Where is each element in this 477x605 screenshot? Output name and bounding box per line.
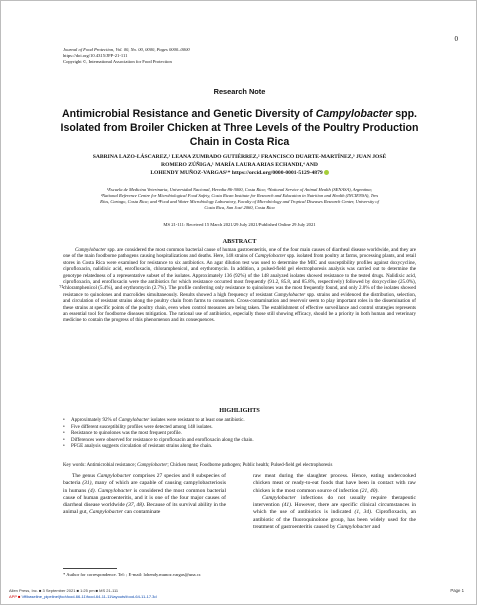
t: and bbox=[370, 524, 381, 531]
highlight-text-end: isolates were resistant to at least one antibiotic. bbox=[149, 418, 245, 423]
highlight-genus: Campylobacter bbox=[118, 418, 150, 423]
footer-app-label: APP ■ bbox=[9, 594, 22, 599]
highlights-heading: HIGHLIGHTS bbox=[219, 407, 260, 414]
t: is considered the most common bacterial cause of human gastroenteritis, and it is one of the four major causes of diarrheal disease worldwide bbox=[63, 487, 227, 509]
correspondence-footnote: * Author for correspondence. Tel: ; E-mail: lohendy.munoz.vargas@una.cr. bbox=[63, 572, 202, 577]
highlight-text: Five different susceptibility profiles were detected among 148 isolates. bbox=[71, 424, 213, 430]
orcid-icon[interactable] bbox=[324, 170, 329, 175]
title-part-2: spp. Isolated from Broiler Chicken at Three Levels of the Poultry Production Chain in Costa Rica bbox=[60, 108, 419, 148]
keywords-post: ; Chicken meat; Foodborne pathogen; Public health; Pulsed-field gel electrophoresis bbox=[167, 463, 333, 468]
authors-line-1: SABRINA LAZO-LÁSCAREZ,¹ LEANA ZUMBADO GUTIÉRREZ,² FRANCISCO DUARTE-MARTÍNEZ,³ JUAN JOSÉ bbox=[92, 154, 387, 160]
margin-query-marker[interactable]: ?1 bbox=[59, 284, 64, 289]
abstract-text-2: spp. isolated from poultry at farms, processing plants, and retail stores in Costa Rica were examined for resistance to six antibiotics. An agar dilution test was used to determine the MIC and susceptibility profiles against doxycycline, ciprofloxacin, nalidixic acid, enrofloxacin, chloramphenicol, and erythromycin. In addition, a pulsed-field gel electrophoresis analysis was carried out to determine the genotype relatedness of a representative subset of the isolates. Approximately 136 (92%) of the 148 analyzed isolates showed resistance to the tested drugs. Nalidixic acid, ciprofloxacin, and enrofloxacin were the antibiotics for which resistance occurred most frequently (91.2, 85.8, and 85.8%, respectively) followed by doxycycline (25.0%), chloramphenicol (5.4%), and erythromycin (2.7%). The profile conferring only resistance to quinolones was the most frequently found, and only 2.0% of the isolates showed resistance to quinolones and macrolides simultaneously. Results showed a high frequency of resistant bbox=[63, 253, 416, 298]
highlight-text: Resistance to quinolones was the most frequent profile. bbox=[71, 431, 182, 437]
highlight-item bbox=[63, 438, 416, 445]
authors-line-3-text[interactable]: LOHENDY MUÑOZ-VARGAS¹* https://orcid.org/0000-0001-5129-4879 bbox=[150, 169, 323, 176]
t: , many of which are capable of causing campylobacteriosis in humans bbox=[63, 480, 226, 494]
authors-line-3 bbox=[59, 170, 420, 178]
t: Campylobacter bbox=[336, 524, 371, 531]
citation-link[interactable]: (41) bbox=[281, 502, 292, 509]
abstract-genus-3: Campylobacter bbox=[274, 291, 306, 298]
abstract-genus-1: Campylobacter bbox=[75, 247, 107, 253]
keywords-pre: Key words: Antimicrobial resistance; bbox=[63, 463, 138, 468]
footnote-rule bbox=[63, 568, 117, 569]
journal-citation: Journal of Food Protection, Vol. 00, No. 00, 0000, Pages 0000–0000 bbox=[63, 47, 190, 52]
t: Campylobacter bbox=[97, 487, 132, 494]
title-italic: Campylobacter bbox=[315, 108, 393, 120]
highlight-item bbox=[63, 418, 416, 425]
page-label: Page 1 bbox=[450, 588, 464, 593]
affiliations bbox=[61, 187, 418, 211]
t: can contaminate bbox=[123, 509, 161, 516]
highlights-list bbox=[63, 418, 416, 451]
t: Campylobacter bbox=[89, 509, 124, 516]
production-footer: Allen Press, Inc. ■ 3 September 2021 ■ 1:25 pm ■ MS 21-111 bbox=[9, 588, 119, 593]
title-part-1: Antimicrobial Resistance and Genetic Diversity of bbox=[61, 108, 316, 120]
t: . However, there are specific clinical circumstances in which the use of antibiotics is indicated bbox=[253, 502, 416, 516]
highlight-item bbox=[63, 444, 416, 451]
t: Campylobacter bbox=[96, 473, 131, 479]
copyright: Copyright ©, International Association for Food Protection bbox=[63, 59, 172, 64]
abstract-body bbox=[63, 247, 416, 324]
authors-line-2: ROMERO ZÚÑIGA,¹ MARÍA LAURA ARIAS ECHANDI,⁴ AND bbox=[161, 161, 318, 168]
highlight-text: Differences were observed for resistance to ciprofloxacin and enrofloxacin along the chain. bbox=[71, 437, 254, 443]
affiliation-line-1: ¹Escuela de Medicina Veterinaria, Universidad Nacional, Heredia 86-3000, Costa Rica; ²National Service of Animal Health (SENASA), Argentina; bbox=[106, 187, 373, 192]
citation-link[interactable]: (1, 34) bbox=[354, 509, 372, 516]
abstract-genus-2: Campylobacter bbox=[254, 253, 286, 260]
author-list bbox=[59, 154, 420, 177]
t: . Ciprofloxacin, an antibiotic of the fluoroquinolone group, has been widely used for the treatment of gastroenteritis caused by bbox=[253, 509, 416, 531]
t: . bbox=[94, 487, 98, 494]
affiliation-line-2: ³National Reference Centre for Microbiological Food Safety, Costa Rican Institute for Research and Education in Nutrition and Health (INCIENSA), Tres bbox=[100, 192, 379, 198]
abstract-text-3: spp. strains and evidenced the distribution, selection, and circulation of resistant strains along the poultry chain from farms to consumers. Cross-contamination and reservoir seem to play important roles in the dissemination of these strains at specific points of the poultry chain, even when control measures are being taken. The establishment of effective surveillance and control strategies represents an essential tool for foodborne diseases mitigation. The rational use of antibiotics, especially those still showing efficacy, should be a priority in both human and veterinary medicine to contain the progress of this phenomenon and its consequences. bbox=[63, 291, 416, 324]
body-column-right bbox=[253, 473, 416, 531]
body-paragraph-2 bbox=[253, 495, 416, 531]
page-number-top: 0 bbox=[454, 35, 458, 43]
article-type: Research Note bbox=[213, 87, 266, 96]
citation-link[interactable]: (21, 40) bbox=[359, 487, 378, 494]
journal-header bbox=[63, 47, 190, 65]
t: raw meat during the slaughter process. Hence, eating undercooked chicken meat or ready-to-eat foods that have been in contact with raw chicken is the most common source of infection bbox=[253, 473, 416, 494]
received-dates: MS 21-111: Received 15 March 2021/29 July 2021/Published Online 29 July 2021 bbox=[163, 222, 316, 227]
body-paragraph-1 bbox=[253, 473, 416, 495]
t: . Because of its survival ability in the animal gut, bbox=[63, 502, 227, 516]
intro-paragraph bbox=[63, 473, 226, 517]
article-title bbox=[51, 107, 428, 149]
t: The genus bbox=[72, 473, 97, 479]
keywords bbox=[63, 463, 416, 469]
t: infections do not usually require therapeutic intervention bbox=[253, 494, 416, 509]
highlight-item bbox=[63, 431, 416, 438]
abstract-heading: ABSTRACT bbox=[222, 238, 257, 245]
body-column-left bbox=[63, 473, 226, 517]
abstract-text-1: spp. are considered the most common bacterial cause of human gastroenteritis, one of the four main causes of diarrheal disease worldwide, and they are one of the main foodborne pathogens causing hospitalizations and deaths. Here, 148 strains of bbox=[63, 247, 416, 260]
t: Campylobacter bbox=[262, 494, 296, 501]
affiliation-line-4: Costa Rica, San José 2060, Costa Rica bbox=[204, 204, 275, 210]
keywords-genus: Campylobacter bbox=[137, 463, 168, 468]
t: . bbox=[377, 487, 379, 494]
file-path[interactable]: \\ff\baseline_pipeline\jfoo\food-66-11\food-64-11-11\layouts\food-64-11-17.3d bbox=[21, 594, 157, 599]
citation-link[interactable]: (37, 48) bbox=[126, 502, 144, 509]
citation-link[interactable]: (31) bbox=[82, 480, 92, 487]
highlight-text: Approximately 92% of bbox=[71, 418, 119, 423]
t: comprises 27 species and 8 subspecies of bacteria bbox=[63, 473, 226, 487]
file-path-footer[interactable] bbox=[9, 594, 157, 599]
citation-link[interactable]: (4) bbox=[88, 487, 95, 494]
highlight-item bbox=[63, 425, 416, 432]
affiliation-line-3: Ríos, Cartago, Costa Rica; and ⁴Food and Water Microbiology Laboratory, Faculty of Microbiology and Tropical Diseases Research Center, University of bbox=[100, 198, 379, 204]
highlight-text: PFGE analysis suggests circulation of resistant strains along the chain. bbox=[71, 444, 213, 450]
doi-link[interactable]: https://doi.org/10.4315/JFP-21-111 bbox=[63, 53, 128, 58]
